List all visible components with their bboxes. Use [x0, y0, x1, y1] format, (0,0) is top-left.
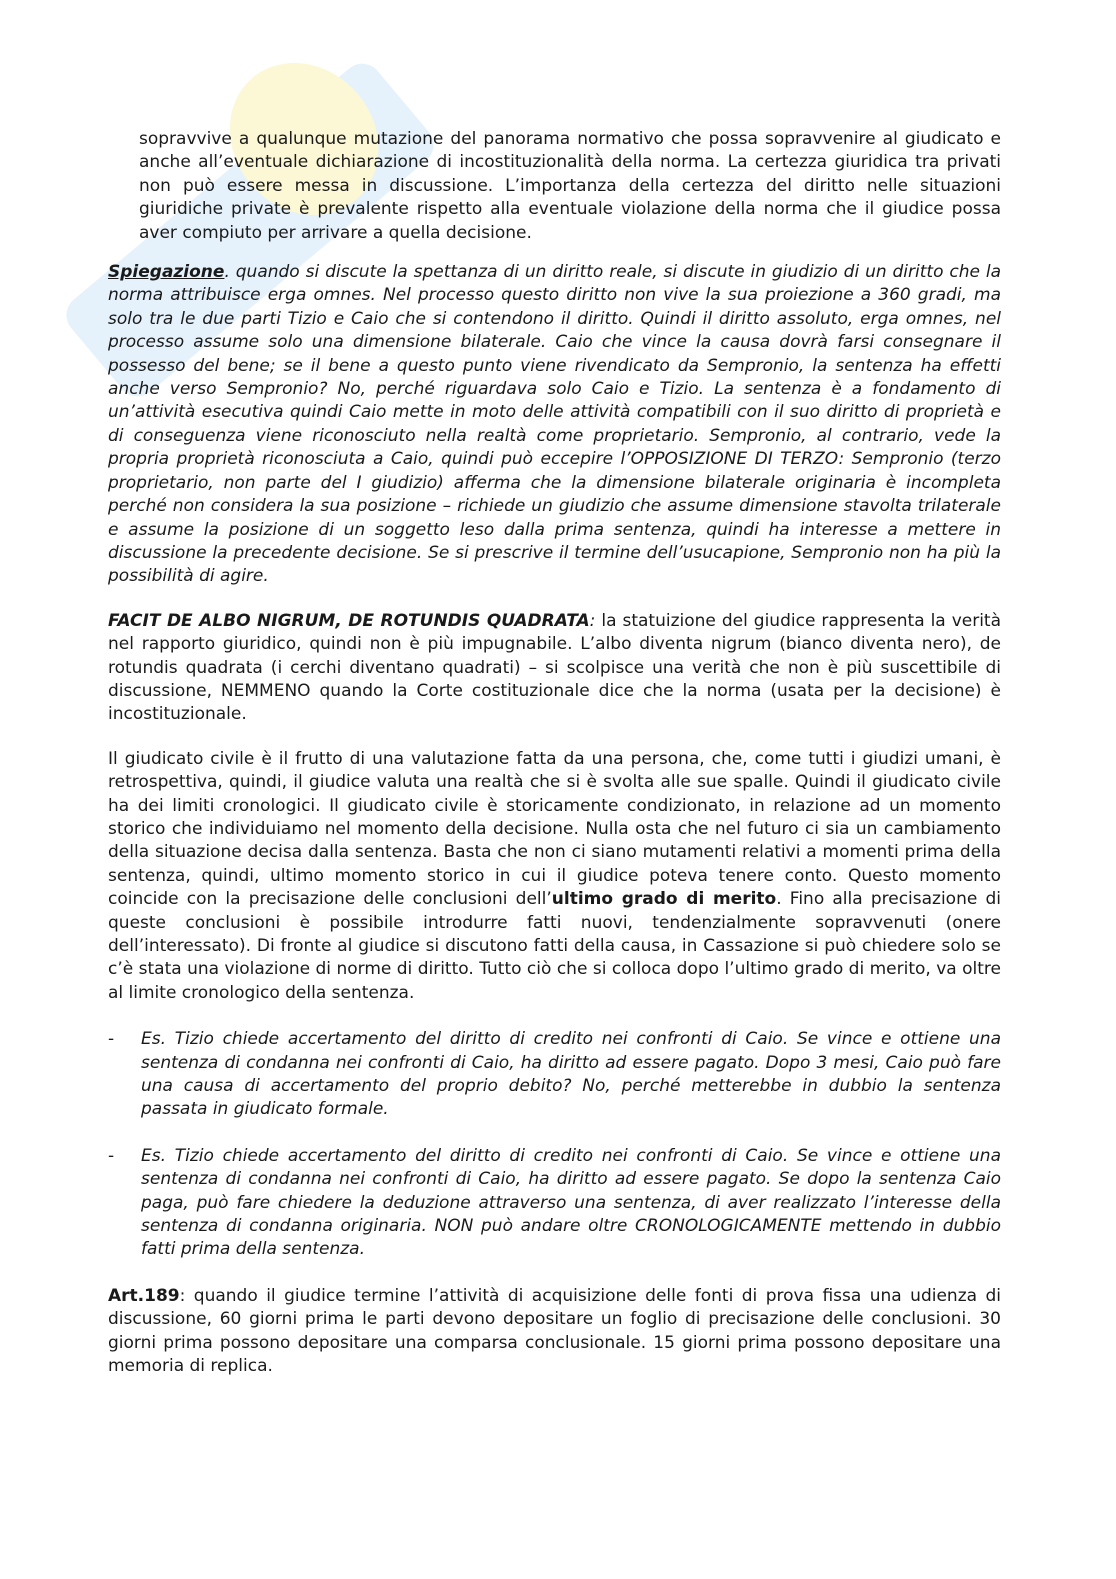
bullet-marker: -: [108, 1145, 115, 1166]
example-text: Es. Tizio chiede accertamento del diritto di credito nei confronti di Caio. Se vince e ottiene una sentenza di condanna nei confronti di Caio, ha diritto ad essere pagato. Dopo 3 mesi, Caio può fare una causa di accertamento del proprio debito? No, perché metterebbe in dubbio la sentenza passata in giudicato formale.: [141, 1029, 1001, 1120]
giudicato-bold: ultimo grado di merito: [551, 889, 777, 910]
giudicato-text-after: . Fino alla precisazione di queste conclusioni è possibile introdurre fatti nuovi, tendenzialmente sopravvenuti (onere dell’interessato). Di fronte al giudice si discutono fatti della causa, in Cassazione si può chiedere solo se c’è stata una violazione di norme di diritto. Tutto ciò che si colloca dopo l’ultimo grado di merito, va oltre al limite cronologico della sentenza.: [108, 889, 1001, 1003]
art-text: : quando il giudice termine l’attività di acquisizione delle fonti di prova fissa una udienza di discussione, 60 giorni prima le parti devono depositare un foglio di precisazione delle conclusioni. 30 giorni prima possono depositare una comparsa conclusionale. 15 giorni prima possono depositare una memoria di replica.: [108, 1285, 1001, 1377]
spiegazione-paragraph: [108, 261, 1001, 589]
example-item: [108, 1145, 1001, 1262]
art-paragraph: [108, 1285, 1001, 1379]
continuation-paragraph: sopravvive a qualunque mutazione del panorama normativo che possa sopravvenire al giudicato e anche all’eventuale dichiarazione di incostituzionalità della norma. La certezza giuridica tra privati non può essere messa in discussione. L’importanza della certezza del diritto nelle situazioni giuridiche private è prevalente rispetto alla eventuale violazione della norma che il giudice possa aver compiuto per arrivare a quella decisione.: [139, 129, 1001, 243]
spiegazione-text: . quando si discute la spettanza di un diritto reale, si discute in giudizio di un diritto che la norma attribuisce erga omnes. Nel processo questo diritto non vive la sua proiezione a 360 gradi, ma solo tra le due parti Tizio e Caio che si contendono il diritto. Quindi il diritto assoluto, erga omnes, nel processo assume solo una dimensione bilaterale. Caio che vince la causa dovrà farsi consegnare il possesso del bene; se il bene a questo punto viene rivendicato da Sempronio, la sentenza ha effetti anche verso Sempronio? No, perché riguardava solo Caio e Tizio. La sentenza è a fondamento di un’attività esecutiva quindi Caio mette in moto delle attività compatibili con il suo diritto di proprietà e di conseguenza viene riconosciuto nella realtà come proprietario. Sempronio, al contrario, vede la propria proprietà riconosciuta a Caio, quindi può eccepire l’OPPOSIZIONE DI TERZO: Sempronio (terzo proprietario, non parte del I giudizio) afferma che la dimensione bilaterale originaria è incompleta perché non considera la sua posizione – richiede un giudizio che assume dimensione stavolta trilaterale e assume la posizione di un soggetto leso dalla prima sentenza, quindi ha interesse a mettere in discussione la precedente decisione. Se si prescrive il termine dell’usucapione, Sempronio non ha più la possibilità di agire.: [108, 262, 1001, 587]
art-heading: Art.189: [108, 1285, 180, 1306]
bullet-marker: -: [108, 1029, 115, 1050]
giudicato-paragraph: [108, 748, 1001, 1005]
facit-colon: :: [589, 610, 596, 631]
spiegazione-heading: Spiegazione: [108, 262, 225, 283]
facit-paragraph: [108, 610, 1001, 727]
example-text: Es. Tizio chiede accertamento del diritto di credito nei confronti di Caio. Se vince e ottiene una sentenza di condanna nei confronti di Caio, ha diritto ad essere pagato. Se dopo la sentenza Caio paga, può fare chiedere la deduzione attraverso una sentenza, di aver realizzato l’interesse della sentenza di condanna originaria. NON può andare oltre CRONOLOGICAMENTE mettendo in dubbio fatti prima della sentenza.: [141, 1145, 1001, 1260]
document-page: [108, 128, 1001, 1379]
facit-heading: FACIT DE ALBO NIGRUM, DE ROTUNDIS QUADRATA: [108, 610, 590, 631]
facit-text: la statuizione del giudice rappresenta la verità nel rapporto giuridico, quindi non è più impugnabile. L’albo diventa nigrum (bianco diventa nero), de rotundis quadrata (i cerchi diventano quadrati) – si scolpisce una verità che non è più suscettibile di discussione, NEMMENO quando la Corte costituzionale dice che la norma (usata per la decisione) è incostituzionale.: [108, 610, 1002, 725]
giudicato-text-before: Il giudicato civile è il frutto di una valutazione fatta da una persona, che, come tutti i giudizi umani, è retrospettiva, quindi, il giudice valuta una realtà che si è svolta alle sue spalle. Quindi il giudicato civile ha dei limiti cronologici. Il giudicato civile è storicamente condizionato, in relazione ad un momento storico che individuiamo nel momento della decisione. Nulla osta che nel futuro ci sia un cambiamento della situazione decisa dalla sentenza. Basta che non ci siano mutamenti relativi a momenti prima della sentenza, quindi, ultimo momento storico in cui il giudice poteva tenere conto. Questo momento coincide con la precisazione delle conclusioni dell’: [108, 748, 1001, 910]
example-item: [108, 1028, 1001, 1122]
